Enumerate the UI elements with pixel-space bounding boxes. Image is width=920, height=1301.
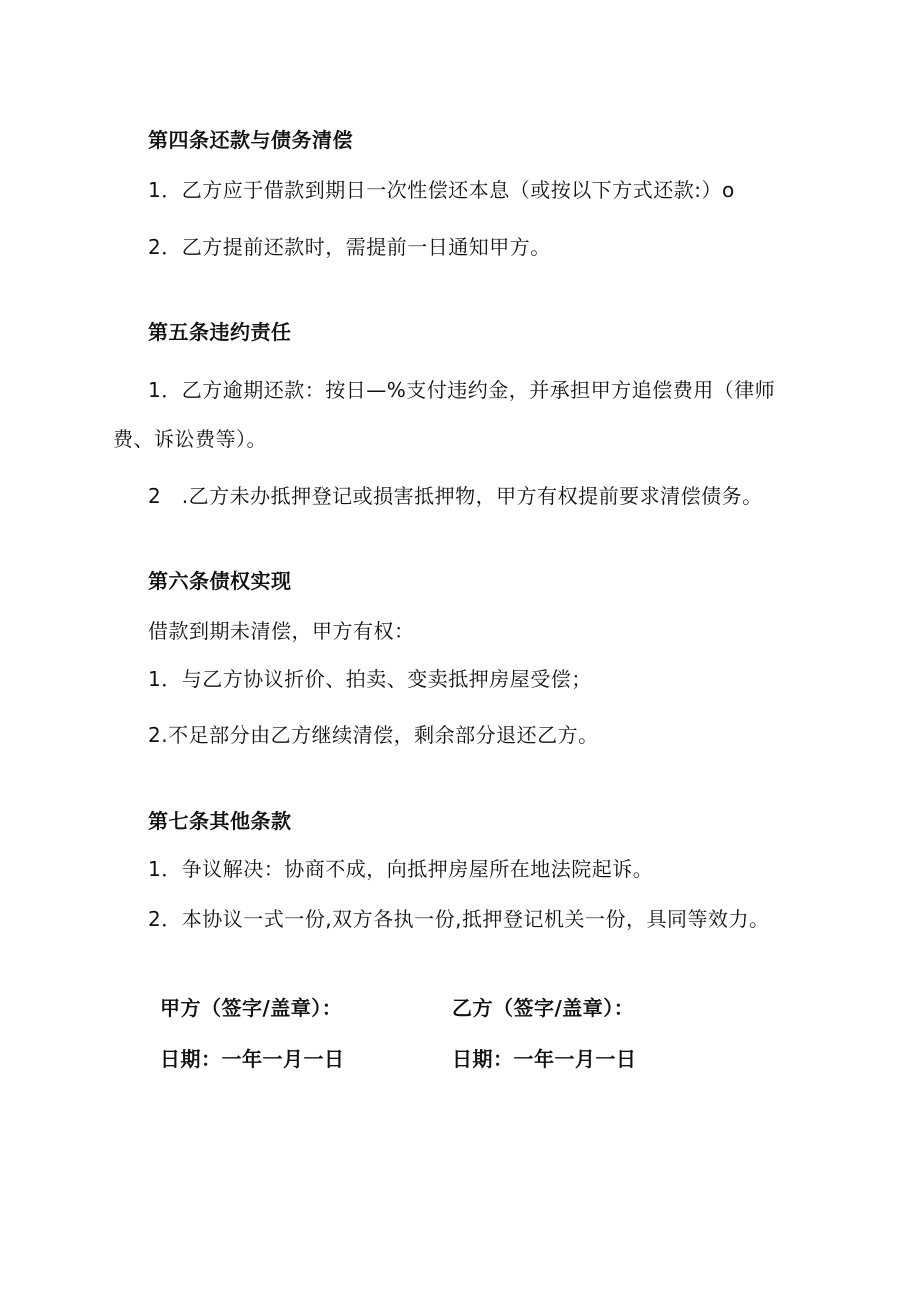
- article7-item-1: 1．争议解决：协商不成，向抵押房屋所在地法院起诉。: [148, 857, 654, 881]
- article5-title: 第五条违约责任: [148, 320, 292, 344]
- article4-title: 第四条还款与债务清偿: [148, 128, 353, 152]
- party-a-signature-label: 甲方（签字/盖章）：: [160, 996, 343, 1020]
- article6-item-2: 2.不足部分由乙方继续清偿，剩余部分退还乙方。: [148, 723, 599, 747]
- article6-intro: 借款到期未清偿，甲方有权：: [148, 619, 415, 643]
- article5-item-1-line2: 费、诉讼费等）。: [113, 427, 267, 451]
- article4-item-2: 2．乙方提前还款时，需提前一日通知甲方。: [148, 235, 551, 259]
- article6-item-1: 1．与乙方协议折价、拍卖、变卖抵押房屋受偿；: [148, 667, 592, 691]
- article6-title: 第六条债权实现: [148, 569, 292, 593]
- party-b-date: 日期：一年一月一日: [452, 1047, 637, 1071]
- article5-item-2: 2 .乙方未办抵押登记或损害抵押物，甲方有权提前要求清偿债务。: [148, 484, 763, 508]
- article4-item-1: 1．乙方应于借款到期日一次性偿还本息（或按以下方式还款:）o: [148, 178, 735, 202]
- party-b-signature-label: 乙方（签字/盖章）：: [452, 996, 635, 1020]
- article5-item-1-line1: 1．乙方逾期还款：按日—%支付违约金，并承担甲方追偿费用（律师: [148, 378, 776, 402]
- article7-title: 第七条其他条款: [148, 809, 292, 833]
- party-a-date: 日期：一年一月一日: [160, 1047, 345, 1071]
- article7-item-2: 2．本协议一式一份,双方各执一份,抵押登记机关一份，具同等效力。: [148, 907, 770, 931]
